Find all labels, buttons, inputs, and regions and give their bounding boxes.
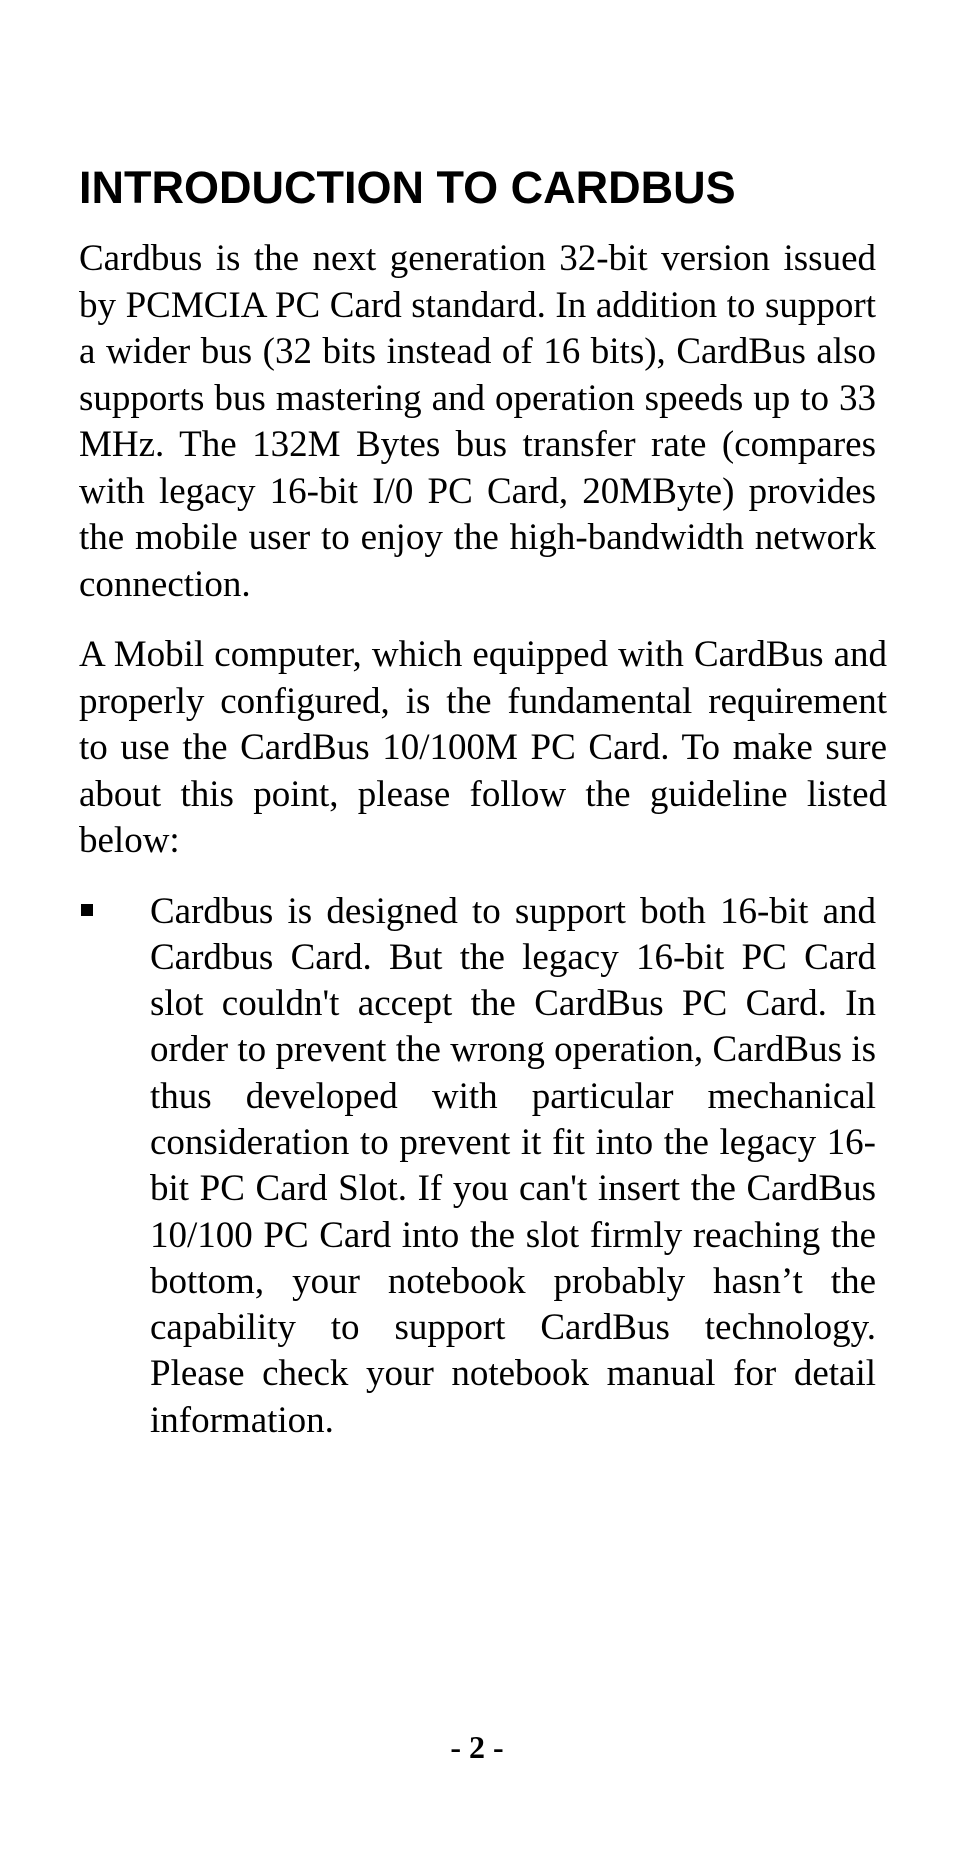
page-title: INTRODUCTION TO CARDBUS bbox=[79, 162, 736, 213]
requirement-paragraph: A Mobil computer, which equipped with CardBus and properly configured, is the fundamental requirement to use the CardBus 10/100M PC Card. To make sure about this point, please follow the guideline listed below: bbox=[79, 634, 887, 861]
intro-paragraph: Cardbus is the next generation 32-bit version issued by PCMCIA PC Card standard. In addition to support a wider bus (32 bits instead of 16 bits), CardBus also supports bus mastering and operation speeds up to 33 MHz. The 132M Bytes bus transfer rate (compares with legacy 16-bit I/0 PC Card, 20MByte) provides the mobile user to enjoy the high-bandwidth network connection. bbox=[79, 238, 876, 605]
guideline-list-item bbox=[79, 889, 879, 1445]
guideline-text: Cardbus is designed to support both 16-bit and Cardbus Card. But the legacy 16-bit PC Card slot couldn't accept the CardBus PC Card. In order to prevent the wrong operation, CardBus is thus developed with particular mechanical consideration to prevent it fit into the legacy 16-bit PC Card Slot. If you can't insert the CardBus 10/100 PC Card into the slot firmly reaching the bottom, your notebook probably hasn’t the capability to support CardBus technology. Please check your notebook manual for detail information. bbox=[150, 890, 876, 1441]
document-body bbox=[79, 160, 887, 1444]
page-number: - 2 - bbox=[450, 1729, 504, 1765]
square-bullet-icon bbox=[81, 904, 93, 916]
